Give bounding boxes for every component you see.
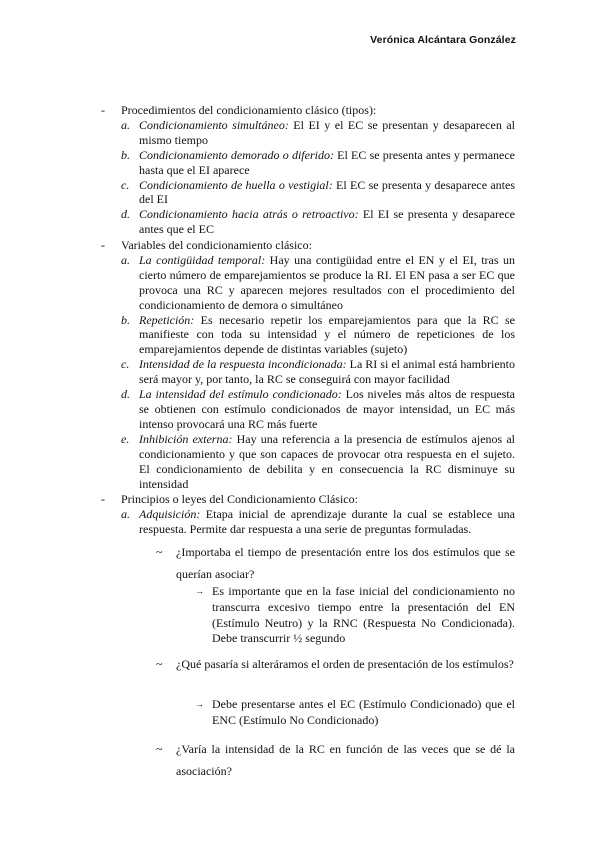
list-item <box>121 177 515 208</box>
list-marker: d. <box>121 387 130 402</box>
document-author: Verónica Alcántara González <box>370 34 516 46</box>
item-term: Condicionamiento demorado o diferido: <box>139 147 334 162</box>
answer-item <box>195 697 515 729</box>
item-term: Adquisición: <box>139 506 201 521</box>
list-item <box>121 312 515 358</box>
arrow-icon: → <box>195 699 204 709</box>
item-term: Inhibición externa: <box>139 431 233 446</box>
item-text: Hay una contigüidad entre el EN y el EI, tras un cierto número de emparejamientos se produce la RI. El EN pasa a ser EC que provoca una RC y aparecen mejores resultados con el procedimiento del condicionamiento de demora o simultáneo <box>139 252 515 312</box>
item-text: El EI se presenta y desaparece antes que el EC <box>139 207 516 237</box>
question-text: ¿Varía la intensidad de la RC en función de las veces que se dé la asociación? <box>176 742 515 778</box>
list-marker: d. <box>121 207 130 222</box>
answer-text: Debe presentarse antes el EC (Estímulo Condicionado) que el ENC (Estímulo No Condicionado) <box>212 697 515 727</box>
tilde-bullet: ~ <box>156 742 163 756</box>
arrow-icon: → <box>195 586 204 596</box>
question-item <box>156 653 515 675</box>
section-principios <box>101 492 515 537</box>
question-item <box>156 541 515 585</box>
item-term: Condicionamiento simultáneo: <box>139 117 289 132</box>
item-text: Hay una referencia a la presencia de estímulos ajenos al condicionamiento y que son capaces de provocar otra respuesta en el sujeto. El condicionamiento de debilita y en consecuencia la RC disminuye su intensidad <box>139 431 515 491</box>
item-term: La intensidad del estímulo condicionado: <box>139 387 342 402</box>
question-text: ¿Importaba el tiempo de presentación entre los dos estímulos que se querían asociar? <box>176 545 515 581</box>
item-text: Etapa inicial de aprendizaje durante la cual se establece una respuesta. Permite dar respuesta a una serie de preguntas formuladas. <box>139 506 515 536</box>
list-item <box>121 357 515 387</box>
item-term: Condicionamiento de huella o vestigial: <box>139 177 333 192</box>
list-item <box>121 252 515 313</box>
item-text: El EC se presenta y desaparece antes del EI <box>139 177 515 207</box>
list-marker: c. <box>121 177 130 192</box>
section-procedimientos <box>101 103 515 237</box>
section-title: Variables del condicionamiento clásico: <box>121 238 312 252</box>
answer-item <box>195 584 515 647</box>
item-text: Es necesario repetir los emparejamientos para que la RC se manifieste con toda su intensidad y el número de repeticiones de los emparejamientos depende de distintas variables (sujeto) <box>139 312 515 357</box>
list-marker: b. <box>121 147 130 162</box>
list-marker: e. <box>121 431 130 446</box>
list-marker: a. <box>121 252 130 267</box>
section-title: Principios o leyes del Condicionamiento Clásico: <box>121 492 358 506</box>
item-text: El EI y el EC se presentan y desaparecen al mismo tiempo <box>139 117 515 147</box>
question-item <box>156 738 515 782</box>
section-variables <box>101 238 515 491</box>
item-text: La RI si el animal está hambriento será mayor y, por tanto, la RC se conseguirá con mayor facilidad <box>139 357 515 387</box>
item-term: Intensidad de la respuesta incondicionada: <box>139 357 347 372</box>
item-term: La contigüidad temporal: <box>139 252 266 267</box>
list-marker: b. <box>121 312 130 327</box>
list-item <box>121 387 516 432</box>
list-dash: - <box>101 238 105 252</box>
question-text: ¿Qué pasaría si alteráramos el orden de presentación de los estímulos? <box>176 657 514 671</box>
list-item <box>121 506 515 537</box>
list-marker: a. <box>121 506 130 521</box>
list-dash: - <box>101 492 105 506</box>
tilde-bullet: ~ <box>156 657 163 671</box>
list-marker: a. <box>121 117 130 132</box>
list-marker: c. <box>121 357 130 372</box>
list-item <box>121 147 515 178</box>
item-term: Condicionamiento hacia atrás o retroactivo: <box>139 207 359 222</box>
list-item <box>121 431 515 492</box>
section-title: Procedimientos del condicionamiento clásico (tipos): <box>121 103 377 117</box>
list-item <box>121 117 515 148</box>
list-dash: - <box>101 103 105 117</box>
item-term: Repetición: <box>139 312 195 327</box>
item-text: Los niveles más altos de respuesta se obtienen con estímulo condicionados de mayor intensidad, un EC más intenso provocará una RC más fuerte <box>139 387 516 431</box>
tilde-bullet: ~ <box>156 545 163 559</box>
item-text: El EC se presenta antes y permanece hasta que el EI aparece <box>139 147 515 177</box>
answer-text: Es importante que en la fase inicial del condicionamiento no transcurra excesivo tiempo entre la presentación del EN (Estímulo Neutro) y la RNC (Respuesta No Condicionada). Debe transcurrir ½ segundo <box>212 584 515 646</box>
list-item <box>121 207 516 237</box>
